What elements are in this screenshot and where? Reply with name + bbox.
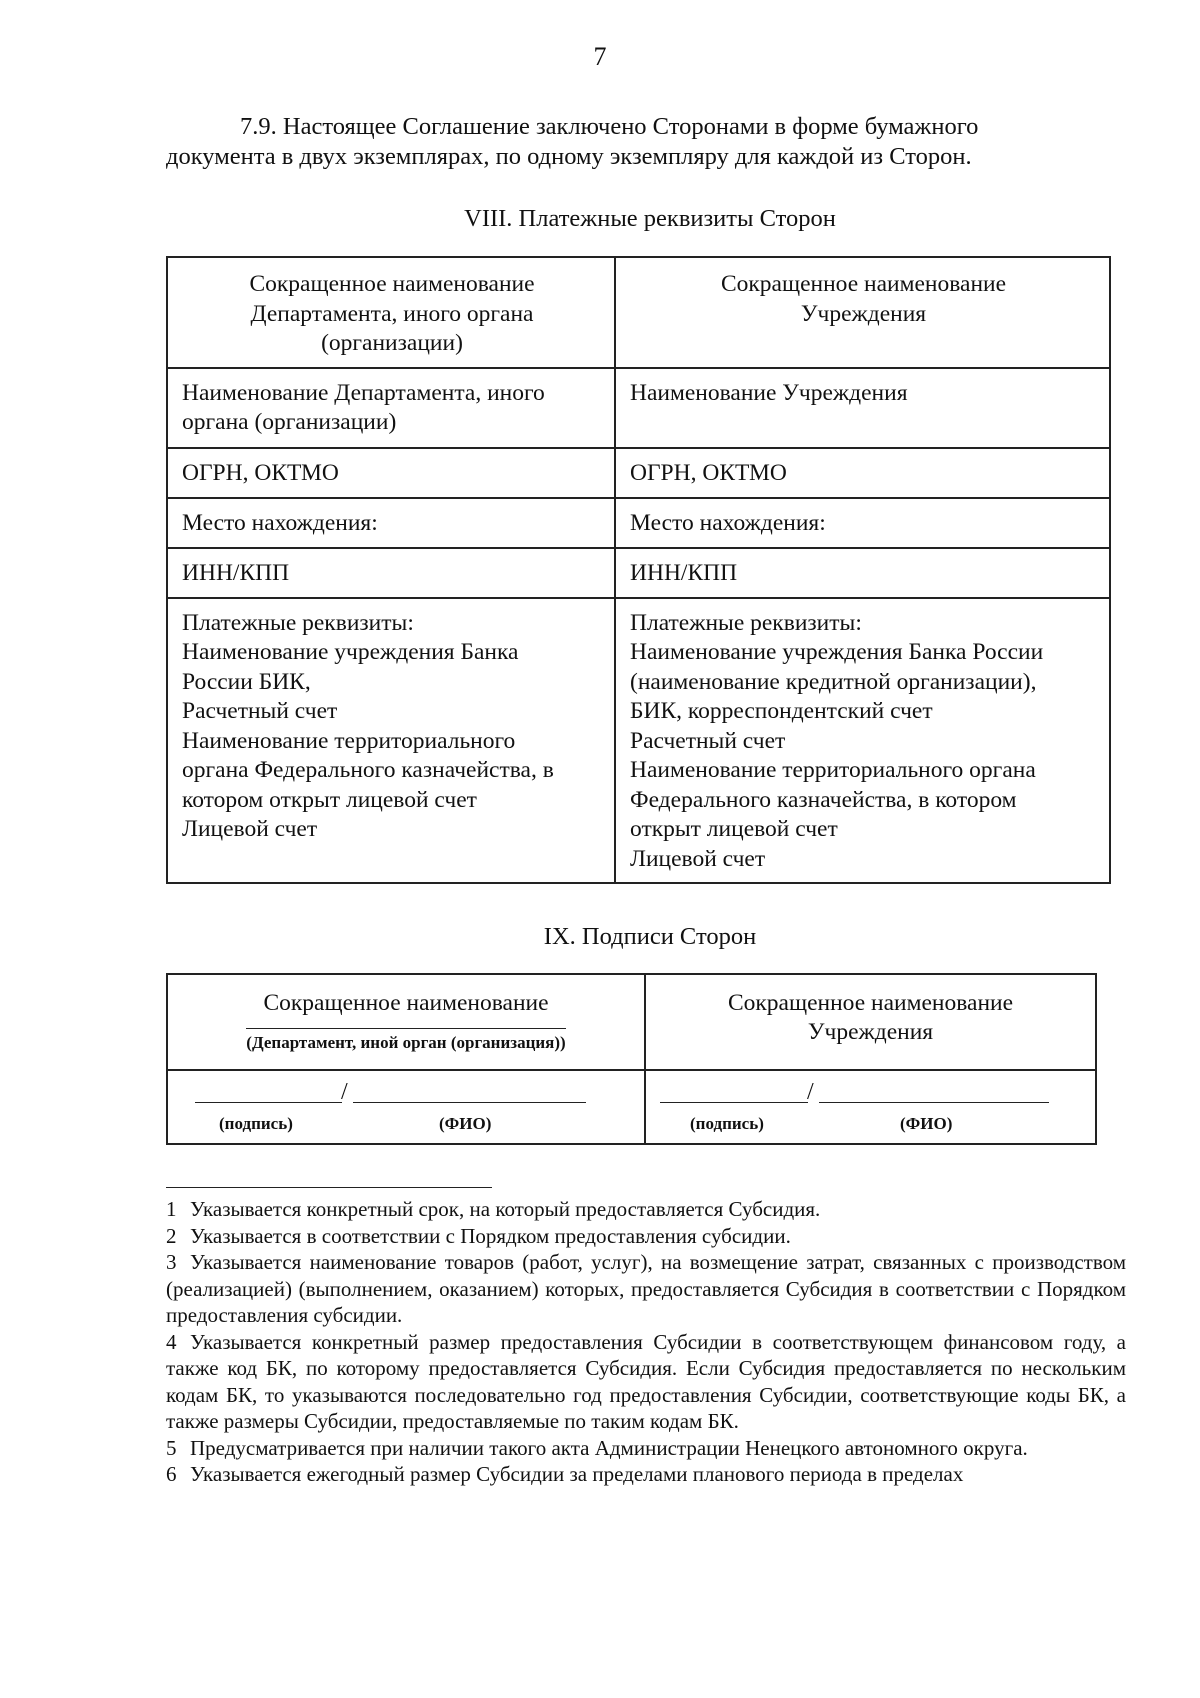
cell-line: Платежные реквизиты: — [630, 609, 862, 636]
footnote-number: 2 — [166, 1223, 177, 1248]
cell-line: Сокращенное наименование — [249, 271, 535, 297]
footnote-number: 1 — [166, 1197, 177, 1221]
table-row — [167, 368, 1110, 448]
footnote-text: Указывается в соответствии с Порядком предоставления субсидии. — [190, 1223, 791, 1248]
page-number: 7 — [593, 42, 607, 71]
cell-line: России БИК, — [182, 668, 311, 695]
payment-details-table — [166, 256, 1111, 884]
footnote-number: 3 — [166, 1250, 177, 1274]
table-cell: ИНН/КПП — [167, 548, 615, 598]
slash: / — [341, 1079, 348, 1105]
table-cell — [167, 1070, 645, 1144]
table-row — [167, 974, 1096, 1070]
table-row — [167, 548, 1110, 598]
cell-line: БИК, корреспондентский счет — [630, 698, 933, 724]
fio-line — [819, 1102, 1049, 1103]
table-cell: ИНН/КПП — [615, 548, 1110, 598]
cell-line: Расчетный счет — [630, 727, 786, 754]
cell-line: Наименование учреждения Банка России — [630, 639, 1044, 665]
cell-line: Учреждения — [800, 300, 927, 327]
footnote — [166, 1223, 1126, 1250]
table-cell: Место нахождения: — [167, 498, 615, 548]
table-cell — [167, 974, 645, 1070]
table-cell: ОГРН, ОКТМО — [615, 448, 1110, 498]
table-row — [167, 448, 1110, 498]
name-line — [246, 1028, 566, 1029]
left-party-caption: (Департамент, иной орган (организация)) — [246, 1033, 566, 1052]
table-cell — [167, 598, 615, 884]
right-party-header-line: Сокращенное наименование — [727, 990, 1014, 1016]
footnote — [166, 1249, 1126, 1329]
cell-line: Лицевой счет — [182, 816, 318, 842]
table-cell — [615, 257, 1110, 368]
right-party-header-line: Учреждения — [807, 1019, 934, 1045]
fio-label: (ФИО) — [439, 1114, 492, 1133]
signature-label: (подпись) — [219, 1114, 293, 1133]
footnote — [166, 1329, 1126, 1435]
cell-line: Наименование Департамента, иного — [182, 379, 545, 406]
cell-line: Наименование Учреждения — [630, 379, 908, 406]
footnote-text: Указывается конкретный размер предоставления Субсидии в соответствующем финансовом году, а также код БК, по которому предоставляется Субсидия. Если Субсидия предоставляется по нескольким кодам БК, то указываются последовательно год предоставления Субсидии, соответствующие коды БК, а также размеры Субсидии, предоставляемые по таким кодам БК. — [166, 1329, 1126, 1433]
fio-line — [353, 1102, 586, 1103]
cell-line: Наименование учреждения Банка — [182, 639, 519, 665]
table-cell — [615, 368, 1110, 448]
cell-line: Наименование территориального — [182, 727, 516, 754]
footnote-number: 4 — [166, 1329, 177, 1354]
table-cell: ОГРН, ОКТМО — [167, 448, 615, 498]
footnote-text: Указывается наименование товаров (работ, услуг), на возмещение затрат, связанных с производством (реализацией) (выполнением, оказанием) которых, предоставляется Субсидия в соответствии с Порядком предоставления субсидии. — [166, 1250, 1126, 1327]
slash: / — [807, 1079, 814, 1105]
paragraph-line: 7.9. Настоящее Соглашение заключено Сторонами в форме бумажного — [240, 113, 979, 140]
table-cell — [645, 1070, 1096, 1144]
footnote-separator — [166, 1187, 492, 1188]
footnotes — [166, 1196, 1126, 1488]
paragraph-7-9 — [166, 112, 1134, 172]
signatures-table — [166, 973, 1097, 1145]
cell-line: (организации) — [321, 330, 463, 356]
table-row — [167, 1070, 1096, 1144]
footnote-text: Указывается ежегодный размер Субсидии за пределами планового периода в пределах — [190, 1462, 964, 1486]
cell-line: Сокращенное наименование — [720, 271, 1007, 297]
table-cell — [167, 257, 615, 368]
table-row — [167, 598, 1110, 884]
signature-line — [195, 1102, 342, 1103]
cell-line: открыт лицевой счет — [630, 816, 838, 842]
footnote — [166, 1461, 1126, 1488]
cell-line: Федерального казначейства, в котором — [630, 786, 1017, 813]
cell-line: Платежные реквизиты: — [182, 609, 414, 636]
fio-label: (ФИО) — [900, 1114, 953, 1133]
section-8-title: VIII. Платежные реквизиты Сторон — [464, 205, 836, 232]
footnote-number: 6 — [166, 1462, 177, 1486]
table-cell — [167, 368, 615, 448]
paragraph-line: документа в двух экземплярах, по одному экземпляру для каждой из Сторон. — [166, 143, 972, 170]
section-9-title: IX. Подписи Сторон — [543, 923, 757, 950]
cell-line: органа (организации) — [182, 409, 397, 435]
footnote-text: Указывается конкретный срок, на который предоставляется Субсидия. — [190, 1197, 821, 1221]
cell-line: (наименование кредитной организации), — [630, 668, 1037, 695]
cell-line: Департамента, иного органа — [250, 300, 534, 327]
footnote-text: Предусматривается при наличии такого акта Администрации Ненецкого автономного округа. — [190, 1435, 1028, 1460]
footnote — [166, 1435, 1126, 1462]
left-party-header: Сокращенное наименование — [263, 990, 549, 1016]
table-cell — [615, 598, 1110, 884]
signature-label: (подпись) — [690, 1114, 764, 1133]
footnote-number: 5 — [166, 1435, 177, 1460]
cell-line: котором открыт лицевой счет — [182, 786, 477, 813]
footnote — [166, 1196, 1126, 1223]
signature-block — [169, 1072, 643, 1142]
cell-line: Наименование территориального органа — [630, 757, 1036, 783]
signature-block — [647, 1072, 1094, 1142]
cell-line: Лицевой счет — [630, 845, 766, 872]
table-row — [167, 498, 1110, 548]
table-cell: Место нахождения: — [615, 498, 1110, 548]
cell-line: органа Федерального казначейства, в — [182, 757, 554, 783]
table-cell — [645, 974, 1096, 1070]
cell-line: Расчетный счет — [182, 698, 338, 724]
signature-line — [660, 1102, 808, 1103]
table-row — [167, 257, 1110, 368]
